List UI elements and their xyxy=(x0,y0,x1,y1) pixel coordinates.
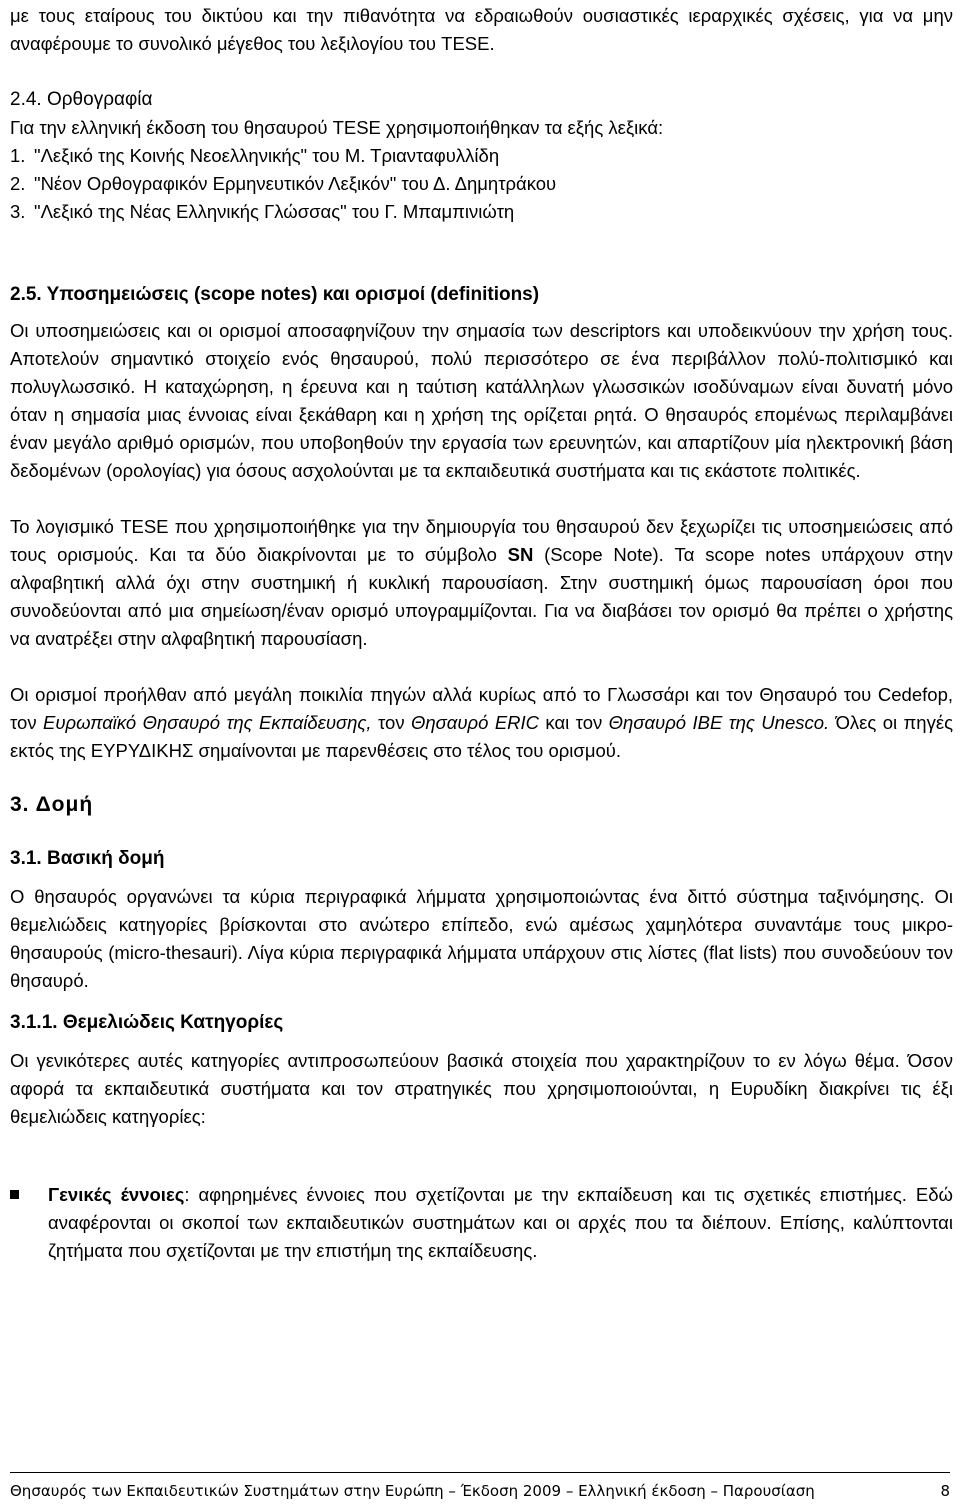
section-3-1-heading: 3.1. Βασική δομή xyxy=(10,848,165,869)
list-item: 1. "Λεξικό της Κοινής Νεοελληνικής" του Μ. Τριανταφυλλίδη xyxy=(10,145,500,166)
intro-paragraph: με τους εταίρους του δικτύου και την πιθανότητα να εδραιωθούν ουσιαστικές ιεραρχικές σχέσεις, για να μην αναφέρουμε το συνολικό μέγεθος του λεξιλογίου του TESE. xyxy=(10,5,953,54)
sources-paragraph: Οι ορισμοί προήλθαν από μεγάλη ποικιλία πηγών αλλά κυρίως από το Γλωσσάρι και τον Θησαυρό του Cedefop, τον Ευρωπαϊκό Θησαυρό της Εκπαίδευσης, τον Θησαυρό ERIC και τον Θησαυρό IBE της Unesco. Όλες οι πηγές εκτός της ΕΥΡΥΔΙΚΗΣ σημαίνονται με παρενθέσεις στο τέλος του ορισμού. xyxy=(10,684,953,761)
page-number: 8 xyxy=(940,1482,950,1500)
sn-symbol: SN xyxy=(507,544,534,565)
section-3-heading: 3. Δομή xyxy=(10,793,94,816)
dictionary-list xyxy=(10,142,953,226)
software-paragraph: Το λογισμικό TESE που χρησιμοποιήθηκε για την δημιουργία του θησαυρού δεν ξεχωρίζει τις υποσημειώσεις από τους ορισμούς. Και τα δύο διακρίνονται με το σύμβολο SN (Scope Note). Τα scope notes υπάρχουν στην αλφαβητική αλλά όχι στην συστημική ή κυκλική παρουσίαση. Στην συστημική όμως παρουσίαση όροι που συνοδεύονται από μια σημείωση/έναν ορισμό υπογραμμίζονται. Για να διαβάσει τον ορισμό θα πρέπει ο χρήστης να ανατρέξει στην αλφαβητική παρουσίαση. xyxy=(10,516,953,649)
section-3-1-1-heading: 3.1.1. Θεμελιώδεις Κατηγορίες xyxy=(10,1012,284,1033)
list-item: 3. "Λεξικό της Νέας Ελληνικής Γλώσσας" του Γ. Μπαμπινιώτη xyxy=(10,201,515,222)
bullet-term: Γενικές έννοιες xyxy=(48,1184,185,1205)
bullet-general-concepts: Γενικές έννοιες: αφηρημένες έννοιες που σχετίζονται με την εκπαίδευση και τις σχετικές επιστήμες. Εδώ αναφέρονται οι σκοποί των εκπαιδευτικών συστημάτων και οι αρχές που τα διέπουν. Επίσης, καλύπτονται ζητήματα που σχετίζονται με την επιστήμη της εκπαίδευσης. xyxy=(10,1181,953,1265)
scope-notes-paragraph: Οι υποσημειώσεις και οι ορισμοί αποσαφηνίζουν την σημασία των descriptors και υποδεικνύουν την χρήση τους. Αποτελούν σημαντικό στοιχείο ενός θησαυρού, πολύ περισσότερο σε ένα περιβάλλον πολύ-πολιτισμικό και πολυγλωσσικό. Η καταχώρηση, η έρευνα και η ταύτιση κατάλληλων γλωσσικών ισοδύναμων είναι δυνατή μόνο όταν η σημασία μιας έννοιας είναι ξεκάθαρη και η χρήση της ορίζεται ρητά. Ο θησαυρός επομένως περιλαμβάνει έναν μεγάλο αριθμό ορισμών, που υποβοηθούν την εργασία των ερευνητών, και απαρτίζουν μία ηλεκτρονική βάση δεδομένων (ορολογίας) για όσους ασχολούνται με τα εκπαιδευτικά συστήματα και τις εκάστοτε πολιτικές. xyxy=(10,320,953,481)
section-2-4-heading: 2.4. Ορθογραφία xyxy=(10,89,153,110)
basic-structure-paragraph: Ο θησαυρός οργανώνει τα κύρια περιγραφικά λήμματα χρησιμοποιώντας ένα διττό σύστημα ταξινόμησης. Οι θεμελιώδεις κατηγορίες βρίσκονται στο ανώτερο επίπεδο, ενώ αμέσως χαμηλότερα συναντάμε τους μικρο-θησαυρούς (micro-thesauri). Λίγα κύρια περιγραφικά λήμματα υπάρχουν στις λίστες (flat lists) που συνοδεύουν τον θησαυρό. xyxy=(10,886,953,991)
document-page xyxy=(10,0,953,1265)
categories-paragraph: Οι γενικότερες αυτές κατηγορίες αντιπροσωπεύουν βασικά στοιχεία που χαρακτηρίζουν το εν λόγω θέμα. Όσον αφορά τα εκπαιδευτικά συστήματα και τον στρατηγικές που χρησιμοποιούνται, η Ευρυδίκη διακρίνει τις έξι θεμελιώδεις κατηγορίες: xyxy=(10,1050,953,1127)
square-bullet-icon xyxy=(10,1190,19,1199)
list-item: 2. "Νέον Ορθογραφικόν Ερμηνευτικόν Λεξικόν" του Δ. Δημητράκου xyxy=(10,173,557,194)
footer-text: Θησαυρός των Εκπαιδευτικών Συστημάτων στην Ευρώπη – Έκδοση 2009 – Ελληνική έκδοση – Παρουσίαση xyxy=(10,1482,815,1500)
section-2-5-heading: 2.5. Υποσημειώσεις (scope notes) και ορισμοί (definitions) xyxy=(10,284,540,305)
section-2-4-intro: Για την ελληνική έκδοση του θησαυρού TESE χρησιμοποιήθηκαν τα εξής λεξικά: xyxy=(10,117,664,138)
page-footer xyxy=(10,1472,950,1501)
